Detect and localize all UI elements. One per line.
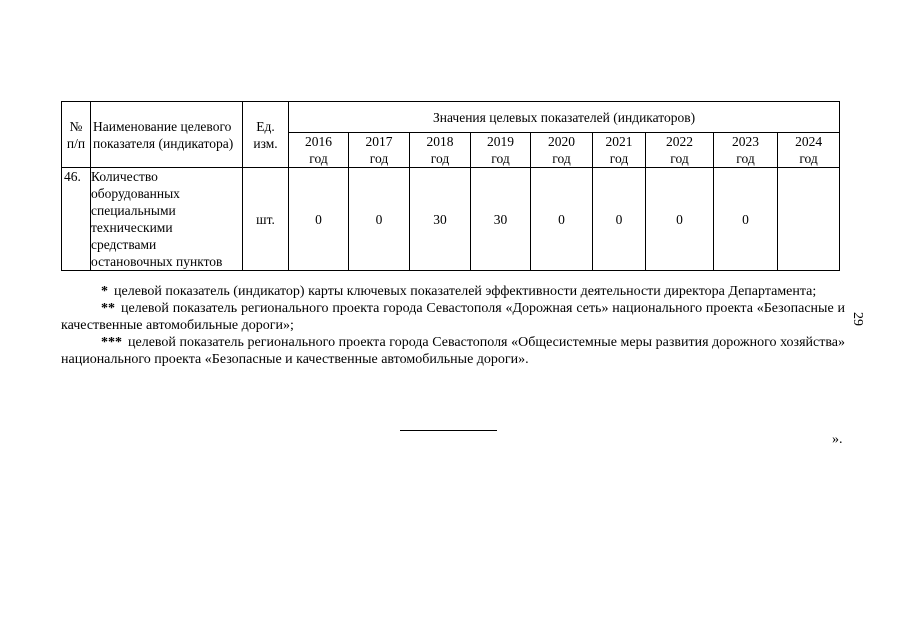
header-year-2021 bbox=[593, 133, 646, 168]
year-unit: год bbox=[491, 151, 510, 166]
row-value-2016: 0 bbox=[289, 168, 349, 271]
row-num: 46. bbox=[62, 168, 91, 271]
year-label: 2017 bbox=[365, 134, 393, 149]
year-unit: год bbox=[670, 151, 689, 166]
row-unit: шт. bbox=[243, 168, 289, 271]
year-label: 2018 bbox=[426, 134, 454, 149]
row-value-2019: 30 bbox=[471, 168, 531, 271]
header-year-2019 bbox=[471, 133, 531, 168]
row-value-2023: 0 bbox=[714, 168, 778, 271]
footnote-text: целевой показатель регионального проекта города Севастополя «Дорожная сеть» национального проекта «Безопасные и качественные автомобильные дороги»; bbox=[61, 301, 845, 333]
row-value-2024 bbox=[778, 168, 840, 271]
end-rule bbox=[400, 430, 497, 431]
footnote-3 bbox=[61, 334, 845, 368]
footnote-2 bbox=[61, 300, 845, 334]
row-value-2017: 0 bbox=[349, 168, 410, 271]
header-year-2023 bbox=[714, 133, 778, 168]
header-year-2017 bbox=[349, 133, 410, 168]
indicator-table bbox=[61, 101, 840, 271]
header-year-2018 bbox=[410, 133, 471, 168]
footnote-text: целевой показатель (индикатор) карты ключевых показателей эффективности деятельности директора Департамента; bbox=[114, 284, 817, 299]
header-values-group: Значения целевых показателей (индикаторов) bbox=[289, 102, 840, 133]
row-value-2022: 0 bbox=[646, 168, 714, 271]
year-unit: год bbox=[736, 151, 755, 166]
year-unit: год bbox=[309, 151, 328, 166]
header-name: Наименование целевого показателя (индикатора) bbox=[91, 102, 243, 168]
year-label: 2019 bbox=[487, 134, 514, 149]
year-label: 2024 bbox=[795, 134, 823, 149]
year-unit: год bbox=[799, 151, 818, 166]
year-unit: год bbox=[609, 151, 629, 166]
header-year-2022 bbox=[646, 133, 714, 168]
year-unit: год bbox=[552, 151, 571, 166]
year-label: 2016 bbox=[305, 134, 332, 149]
header-year-2016 bbox=[289, 133, 349, 168]
footnotes bbox=[61, 283, 845, 368]
header-year-2020 bbox=[531, 133, 593, 168]
footnote-text: целевой показатель регионального проекта города Севастополя «Общесистемные меры развития дорожного хозяйства» национального проекта «Безопасные и качественные автомобильные дороги». bbox=[61, 335, 845, 367]
row-value-2018: 30 bbox=[410, 168, 471, 271]
footnote-mark: * bbox=[101, 284, 108, 299]
row-name: Количество оборудованных специальными техническими средствами остановочных пунктов bbox=[91, 168, 243, 271]
year-label: 2022 bbox=[666, 134, 693, 149]
footnote-mark: ** bbox=[101, 301, 115, 316]
closing-quote: ». bbox=[832, 432, 843, 447]
footnote-mark: *** bbox=[101, 335, 122, 350]
year-unit: год bbox=[369, 151, 389, 166]
table-row bbox=[62, 168, 840, 271]
page-number: 29 bbox=[850, 312, 865, 326]
footnote-1 bbox=[61, 283, 845, 300]
year-label: 2021 bbox=[605, 134, 633, 149]
row-value-2021: 0 bbox=[593, 168, 646, 271]
header-year-2024 bbox=[778, 133, 840, 168]
header-unit: Ед. изм. bbox=[243, 102, 289, 168]
year-label: 2023 bbox=[732, 134, 759, 149]
header-num: № п/п bbox=[62, 102, 91, 168]
table-header-row-1 bbox=[62, 102, 840, 133]
year-label: 2020 bbox=[548, 134, 575, 149]
year-unit: год bbox=[430, 151, 450, 166]
row-value-2020: 0 bbox=[531, 168, 593, 271]
